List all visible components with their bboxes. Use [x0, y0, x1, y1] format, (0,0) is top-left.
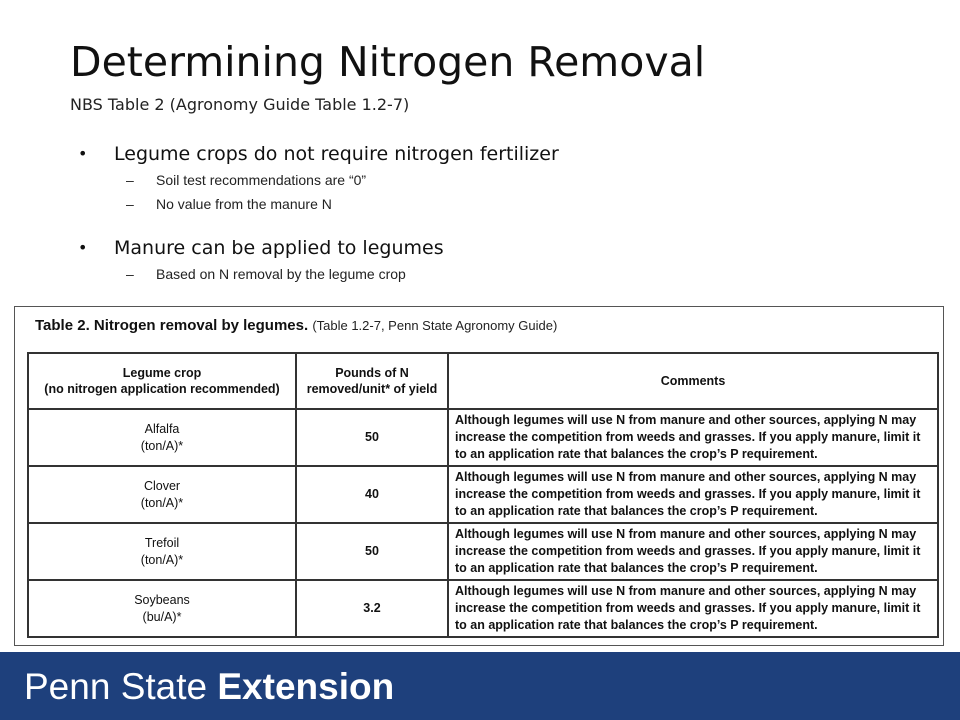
logo-text-light: Penn State [24, 666, 218, 707]
table-caption [35, 317, 557, 334]
sub-bullet-text: No value from the manure N [156, 196, 332, 212]
logo-text-bold: Extension [217, 666, 395, 707]
crop-name: Clover [143, 478, 181, 493]
header-crop-line1: Legume crop [122, 366, 202, 380]
sub-bullet-item [78, 168, 898, 192]
sub-bullet-item [78, 262, 898, 286]
table-caption-title: Table 2. Nitrogen removal by legumes. [35, 317, 309, 334]
bullet-text: Manure can be applied to legumes [114, 237, 444, 259]
pounds-n-cell: 50 [296, 409, 448, 466]
bullet-icon: • [78, 238, 88, 257]
dash-icon: – [126, 172, 134, 188]
table-header-row [28, 353, 938, 409]
header-comments: Comments [448, 353, 938, 409]
pounds-n-cell: 3.2 [296, 580, 448, 637]
bullet-item [78, 140, 898, 168]
crop-name: Trefoil [144, 535, 180, 550]
crop-name: Alfalfa [144, 421, 180, 436]
table-row [28, 523, 938, 580]
dash-icon: – [126, 196, 134, 212]
crop-cell [28, 466, 296, 523]
comment-cell: Although legumes will use N from manure and other sources, applying N may increase the competition from weeds and grasses. If you apply manure, limit it to an application rate that balances the crop’s P requirement. [448, 466, 938, 523]
table-caption-note: (Table 1.2-7, Penn State Agronomy Guide) [312, 318, 558, 333]
comment-cell: Although legumes will use N from manure and other sources, applying N may increase the competition from weeds and grasses. If you apply manure, limit it to an application rate that balances the crop’s P requirement. [448, 580, 938, 637]
pounds-n-cell: 40 [296, 466, 448, 523]
bullet-icon: • [78, 144, 88, 163]
crop-name: Soybeans [134, 592, 190, 607]
table-row [28, 409, 938, 466]
sub-bullet-text: Based on N removal by the legume crop [156, 266, 406, 282]
bullet-text: Legume crops do not require nitrogen fertilizer [114, 143, 559, 165]
crop-unit: (ton/A)* [140, 438, 184, 453]
footer-bar [0, 652, 960, 720]
crop-unit: (ton/A)* [140, 495, 184, 510]
nitrogen-removal-table [27, 352, 939, 638]
pounds-n-cell: 50 [296, 523, 448, 580]
crop-cell [28, 409, 296, 466]
header-pounds-n: Pounds of N removed/unit* of yield [296, 353, 448, 409]
bullet-item [78, 234, 898, 262]
bullet-list [78, 140, 898, 286]
penn-state-extension-logo [24, 666, 394, 708]
comment-cell: Although legumes will use N from manure and other sources, applying N may increase the competition from weeds and grasses. If you apply manure, limit it to an application rate that balances the crop’s P requirement. [448, 409, 938, 466]
slide-subtitle: NBS Table 2 (Agronomy Guide Table 1.2-7) [70, 95, 410, 114]
table-row [28, 580, 938, 637]
sub-bullet-item [78, 192, 898, 216]
header-legume-crop [28, 353, 296, 409]
crop-cell [28, 523, 296, 580]
slide-title: Determining Nitrogen Removal [70, 38, 706, 86]
header-crop-line2: (no nitrogen application recommended) [44, 382, 280, 396]
sub-bullet-text: Soil test recommendations are “0” [156, 172, 367, 188]
table-image-frame [14, 306, 944, 646]
crop-unit: (ton/A)* [140, 552, 184, 567]
dash-icon: – [126, 266, 134, 282]
crop-cell [28, 580, 296, 637]
table-row [28, 466, 938, 523]
crop-unit: (bu/A)* [142, 609, 182, 624]
comment-cell: Although legumes will use N from manure and other sources, applying N may increase the competition from weeds and grasses. If you apply manure, limit it to an application rate that balances the crop’s P requirement. [448, 523, 938, 580]
